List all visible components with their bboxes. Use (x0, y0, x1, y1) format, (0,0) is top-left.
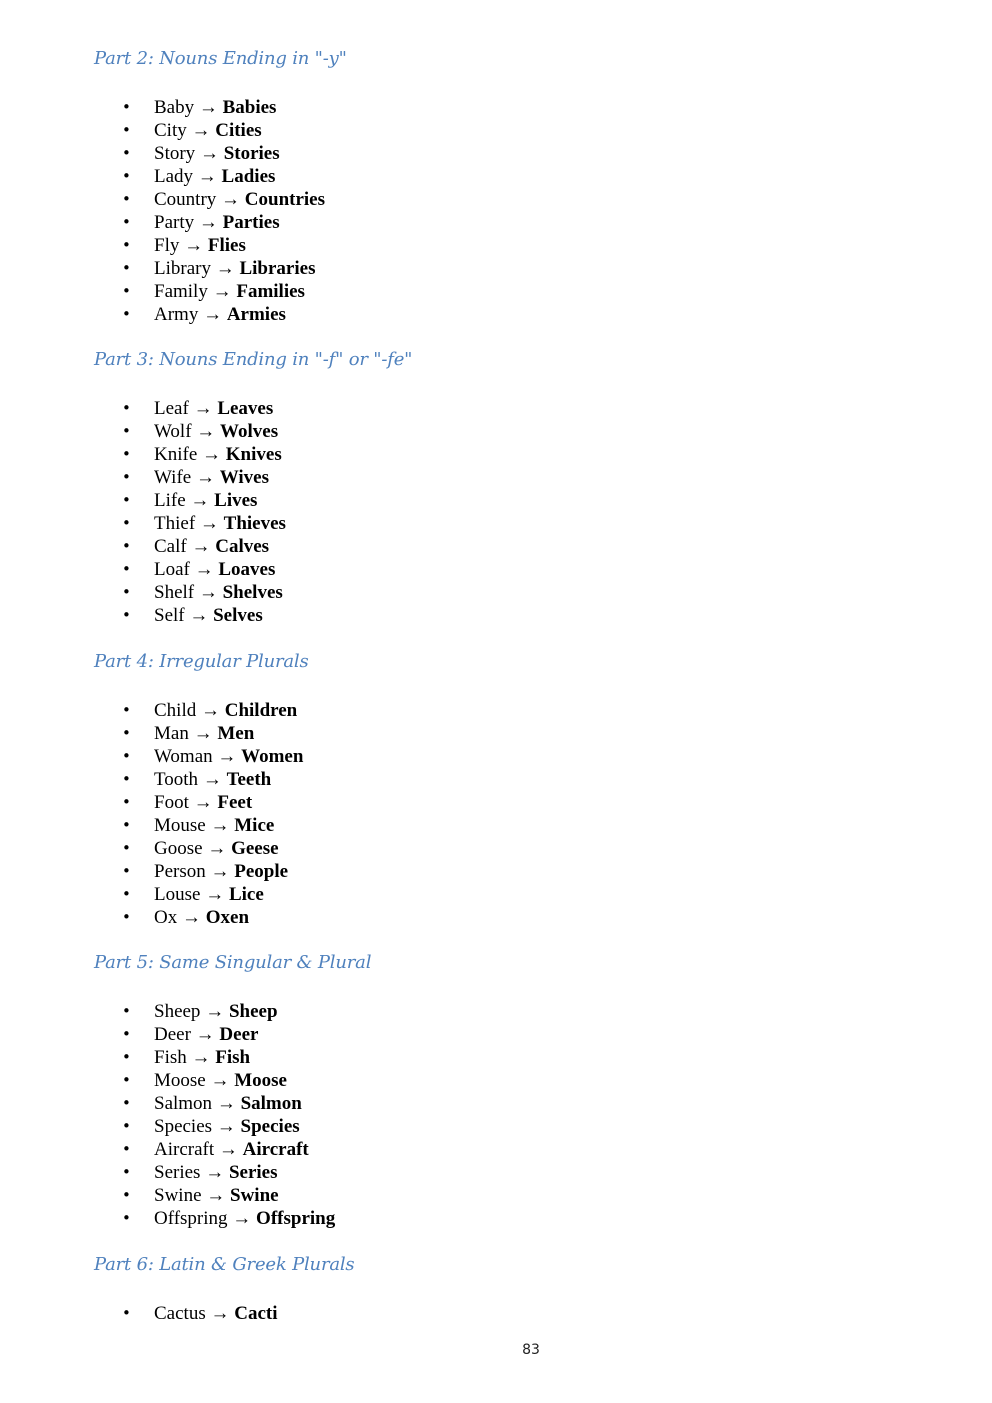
plural-word: Deer (219, 1024, 259, 1045)
singular-word: Fish (154, 1047, 187, 1068)
arrow-icon: → (210, 1303, 230, 1324)
arrow-icon: → (205, 1001, 225, 1022)
singular-word: Army (154, 304, 199, 325)
arrow-icon: → (191, 120, 211, 141)
singular-word: Wolf (154, 421, 192, 442)
singular-word: Goose (154, 838, 203, 859)
arrow-icon: → (198, 212, 218, 233)
arrow-icon: → (195, 1024, 215, 1045)
bullet: • (122, 468, 131, 486)
singular-word: Thief (154, 513, 196, 534)
bullet: • (122, 1002, 131, 1020)
bullet: • (122, 305, 131, 323)
bullet: • (122, 1025, 131, 1043)
singular-word: Party (154, 212, 195, 233)
singular-word: Child (154, 700, 197, 721)
arrow-icon: → (199, 513, 219, 534)
singular-word: Louse (154, 884, 201, 905)
singular-word: Series (154, 1162, 201, 1183)
arrow-icon: → (216, 1093, 236, 1114)
arrow-icon: → (191, 1047, 211, 1068)
bullet: • (122, 770, 131, 788)
singular-word: City (154, 120, 187, 141)
plural-word: Moose (234, 1070, 287, 1091)
arrow-icon: → (212, 281, 232, 302)
singular-word: Lady (154, 166, 194, 187)
plural-word: Sheep (228, 1001, 278, 1022)
arrow-icon: → (206, 1185, 226, 1206)
arrow-icon: → (181, 907, 201, 928)
plural-word: Children (224, 700, 298, 721)
arrow-icon: → (205, 1162, 225, 1183)
plural-word: Species (240, 1116, 300, 1137)
bullet: • (122, 491, 131, 509)
plural-word: Series (228, 1162, 278, 1183)
bullet: • (122, 98, 131, 116)
bullet: • (122, 399, 131, 417)
bullet: • (122, 885, 131, 903)
plural-word: Lives (214, 490, 258, 511)
arrow-icon: → (218, 1139, 238, 1160)
arrow-icon: → (190, 490, 210, 511)
arrow-icon: → (193, 792, 213, 813)
singular-word: Loaf (154, 559, 190, 580)
plural-word: Flies (207, 235, 246, 256)
singular-word: Family (154, 281, 208, 302)
singular-word: Aircraft (154, 1139, 215, 1160)
plural-word: Aircraft (242, 1139, 309, 1160)
singular-word: Tooth (154, 769, 199, 790)
bullet: • (122, 167, 131, 185)
plural-word: Wives (219, 467, 269, 488)
plural-word: Libraries (239, 258, 316, 279)
singular-word: Deer (154, 1024, 191, 1045)
bullet: • (122, 121, 131, 139)
plural-word: Thieves (223, 513, 286, 534)
plural-word: Fish (215, 1047, 251, 1068)
section-heading-part-5: Part 5: Same Singular & Plural (94, 952, 372, 973)
plural-word: Oxen (205, 907, 250, 928)
plural-word: Lice (228, 884, 264, 905)
plural-word: Ladies (221, 166, 276, 187)
plural-word: People (234, 861, 289, 882)
singular-word: Library (154, 258, 211, 279)
arrow-icon: → (217, 746, 237, 767)
plural-word: Armies (226, 304, 286, 325)
plural-word: Women (241, 746, 304, 767)
plural-word: Feet (217, 792, 253, 813)
singular-word: Fly (154, 235, 180, 256)
singular-word: Wife (154, 467, 192, 488)
singular-word: Self (154, 605, 185, 626)
plural-word: Calves (215, 536, 270, 557)
bullet: • (122, 839, 131, 857)
plural-word: Offspring (256, 1208, 336, 1229)
plural-word: Mice (234, 815, 275, 836)
plural-word: Leaves (217, 398, 274, 419)
bullet: • (122, 236, 131, 254)
arrow-icon: → (232, 1208, 252, 1229)
plural-word: Cacti (234, 1303, 278, 1324)
plural-word: Cities (215, 120, 262, 141)
singular-word: Leaf (154, 398, 189, 419)
bullet: • (122, 908, 131, 926)
bullet: • (122, 259, 131, 277)
bullet: • (122, 1048, 131, 1066)
bullet: • (122, 537, 131, 555)
singular-word: Mouse (154, 815, 206, 836)
singular-word: Woman (154, 746, 213, 767)
arrow-icon: → (194, 559, 214, 580)
bullet: • (122, 445, 131, 463)
bullet: • (122, 514, 131, 532)
arrow-icon: → (197, 166, 217, 187)
singular-word: Story (154, 143, 196, 164)
arrow-icon: → (203, 304, 223, 325)
arrow-icon: → (216, 1116, 236, 1137)
plural-word: Wolves (220, 421, 279, 442)
arrow-icon: → (210, 815, 230, 836)
bullet: • (122, 816, 131, 834)
bullet: • (122, 747, 131, 765)
singular-word: Sheep (154, 1001, 201, 1022)
singular-word: Shelf (154, 582, 195, 603)
arrow-icon: → (191, 536, 211, 557)
bullet: • (122, 1186, 131, 1204)
bullet: • (122, 144, 131, 162)
bullet: • (122, 793, 131, 811)
bullet: • (122, 1071, 131, 1089)
arrow-icon: → (205, 884, 225, 905)
singular-word: Ox (154, 907, 178, 928)
singular-word: Swine (154, 1185, 202, 1206)
bullet: • (122, 583, 131, 601)
bullet: • (122, 701, 131, 719)
arrow-icon: → (189, 605, 209, 626)
section-heading-part-3: Part 3: Nouns Ending in "-f" or "-fe" (94, 349, 413, 370)
singular-word: Foot (154, 792, 189, 813)
bullet: • (122, 862, 131, 880)
plural-word: Swine (230, 1185, 279, 1206)
singular-word: Species (154, 1116, 213, 1137)
bullet: • (122, 282, 131, 300)
plural-word: Salmon (240, 1093, 302, 1114)
bullet: • (122, 1094, 131, 1112)
bullet: • (122, 606, 131, 624)
singular-word: Country (154, 189, 217, 210)
plural-word: Teeth (226, 769, 272, 790)
plural-word: Selves (213, 605, 263, 626)
arrow-icon: → (207, 838, 227, 859)
page-number: 83 (522, 1342, 540, 1358)
bullet: • (122, 190, 131, 208)
arrow-icon: → (200, 700, 220, 721)
bullet: • (122, 422, 131, 440)
singular-word: Knife (154, 444, 198, 465)
plural-word: Countries (244, 189, 326, 210)
singular-word: Moose (154, 1070, 206, 1091)
arrow-icon: → (193, 723, 213, 744)
section-heading-part-4: Part 4: Irregular Plurals (94, 651, 309, 672)
bullet: • (122, 213, 131, 231)
arrow-icon: → (199, 143, 219, 164)
section-heading-part-6: Part 6: Latin & Greek Plurals (94, 1254, 355, 1275)
arrow-icon: → (210, 861, 230, 882)
bullet: • (122, 1117, 131, 1135)
arrow-icon: → (210, 1070, 230, 1091)
bullet: • (122, 560, 131, 578)
arrow-icon: → (215, 258, 235, 279)
plural-word: Parties (222, 212, 280, 233)
bullet: • (122, 1209, 131, 1227)
arrow-icon: → (221, 189, 241, 210)
plural-word: Families (236, 281, 305, 302)
arrow-icon: → (202, 444, 222, 465)
arrow-icon: → (198, 97, 218, 118)
bullet: • (122, 1304, 131, 1322)
plural-word: Knives (225, 444, 282, 465)
plural-word: Geese (231, 838, 279, 859)
plural-word: Babies (222, 97, 277, 118)
arrow-icon: → (198, 582, 218, 603)
arrow-icon: → (202, 769, 222, 790)
plural-word: Shelves (222, 582, 283, 603)
bullet: • (122, 1140, 131, 1158)
plural-word: Loaves (218, 559, 276, 580)
bullet: • (122, 1163, 131, 1181)
section-heading-part-2: Part 2: Nouns Ending in "-y" (94, 48, 347, 69)
singular-word: Cactus (154, 1303, 206, 1324)
singular-word: Offspring (154, 1208, 228, 1229)
plural-word: Stories (223, 143, 280, 164)
singular-word: Person (154, 861, 206, 882)
singular-word: Life (154, 490, 186, 511)
arrow-icon: → (196, 421, 216, 442)
singular-word: Calf (154, 536, 187, 557)
arrow-icon: → (184, 235, 204, 256)
singular-word: Man (154, 723, 189, 744)
arrow-icon: → (195, 467, 215, 488)
singular-word: Salmon (154, 1093, 213, 1114)
bullet: • (122, 724, 131, 742)
plural-word: Men (217, 723, 255, 744)
arrow-icon: → (193, 398, 213, 419)
singular-word: Baby (154, 97, 195, 118)
